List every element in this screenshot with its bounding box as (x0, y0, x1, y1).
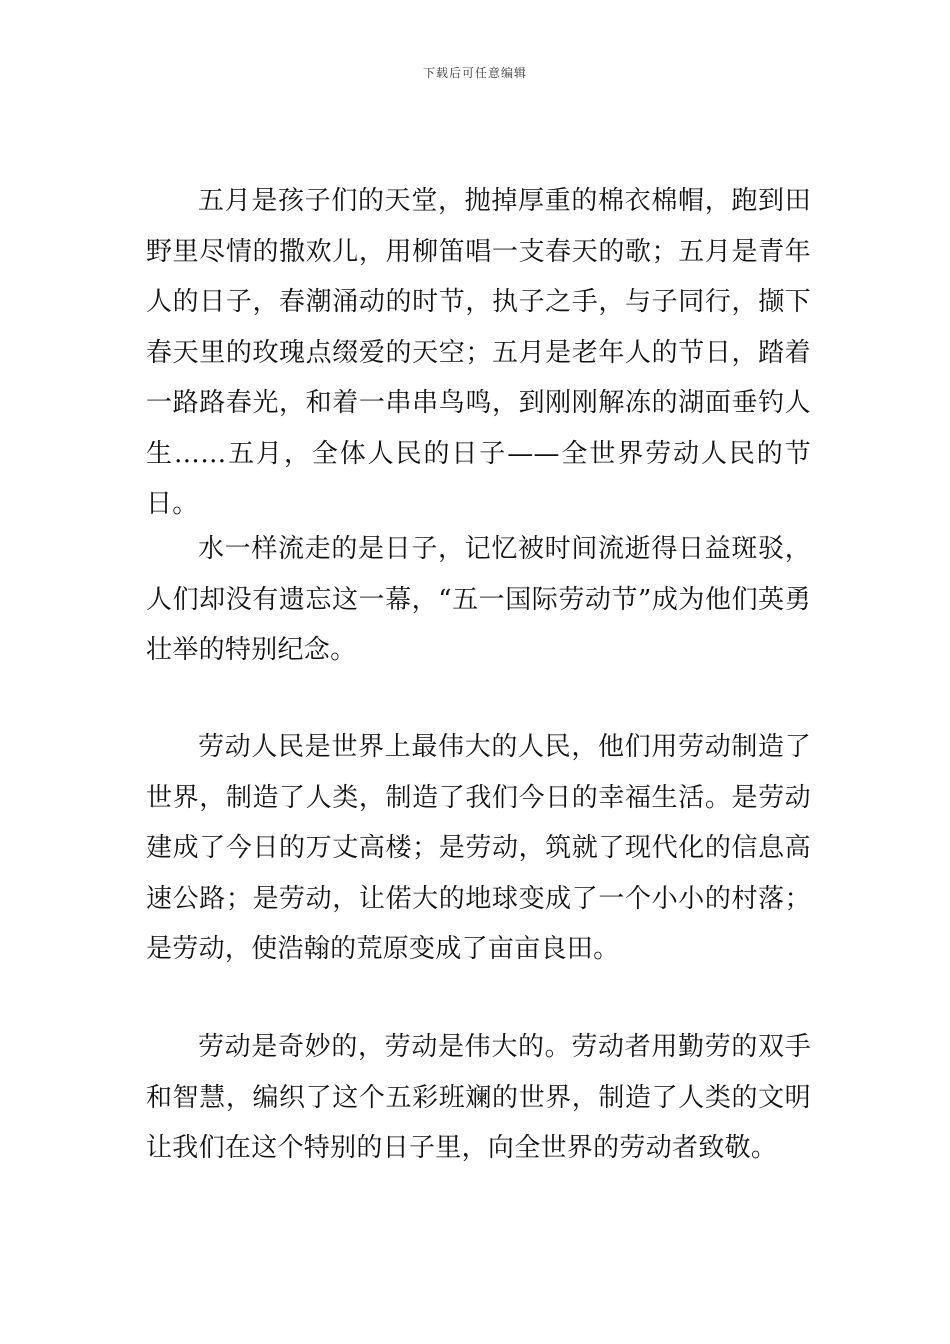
paragraph-may-intro: 五月是孩子们的天堂，抛掉厚重的棉衣棉帽，跑到田野里尽情的撒欢儿，用柳笛唱一支春天的歌；五月是青年人的日子，春潮涌动的时节，执子之手，与子同行，撷下春天里的玫瑰点缀爱的天空；五月是老年人的节日，踏着一路路春光，和着一串串鸟鸣，到刚刚解冻的湖面垂钓人生……五月，全体人民的日子——全世界劳动人民的节日。 (146, 186, 811, 519)
paragraph-memory: 水一样流走的是日子，记忆被时间流逝得日益斑驳，人们却没有遗忘这一幕，“五一国际劳动节”成为他们英勇壮举的特别纪念。 (146, 534, 811, 665)
paragraph-working-people: 劳动人民是世界上最伟大的人民，他们用劳动制造了世界，制造了人类，制造了我们今日的幸福生活。是劳动建成了今日的万丈高楼；是劳动，筑就了现代化的信息高速公路；是劳动，让偌大的地球变成了一个小小的村落；是劳动，使浩翰的荒原变成了亩亩良田。 (146, 732, 811, 964)
paragraph-labor-tribute: 劳动是奇妙的，劳动是伟大的。劳动者用勤劳的双手和智慧，编织了这个五彩班斓的世界，制造了人类的文明让我们在这个特别的日子里，向全世界的劳动者致敬。 (146, 1032, 811, 1163)
header-note: 下载后可任意编辑 (422, 66, 527, 80)
